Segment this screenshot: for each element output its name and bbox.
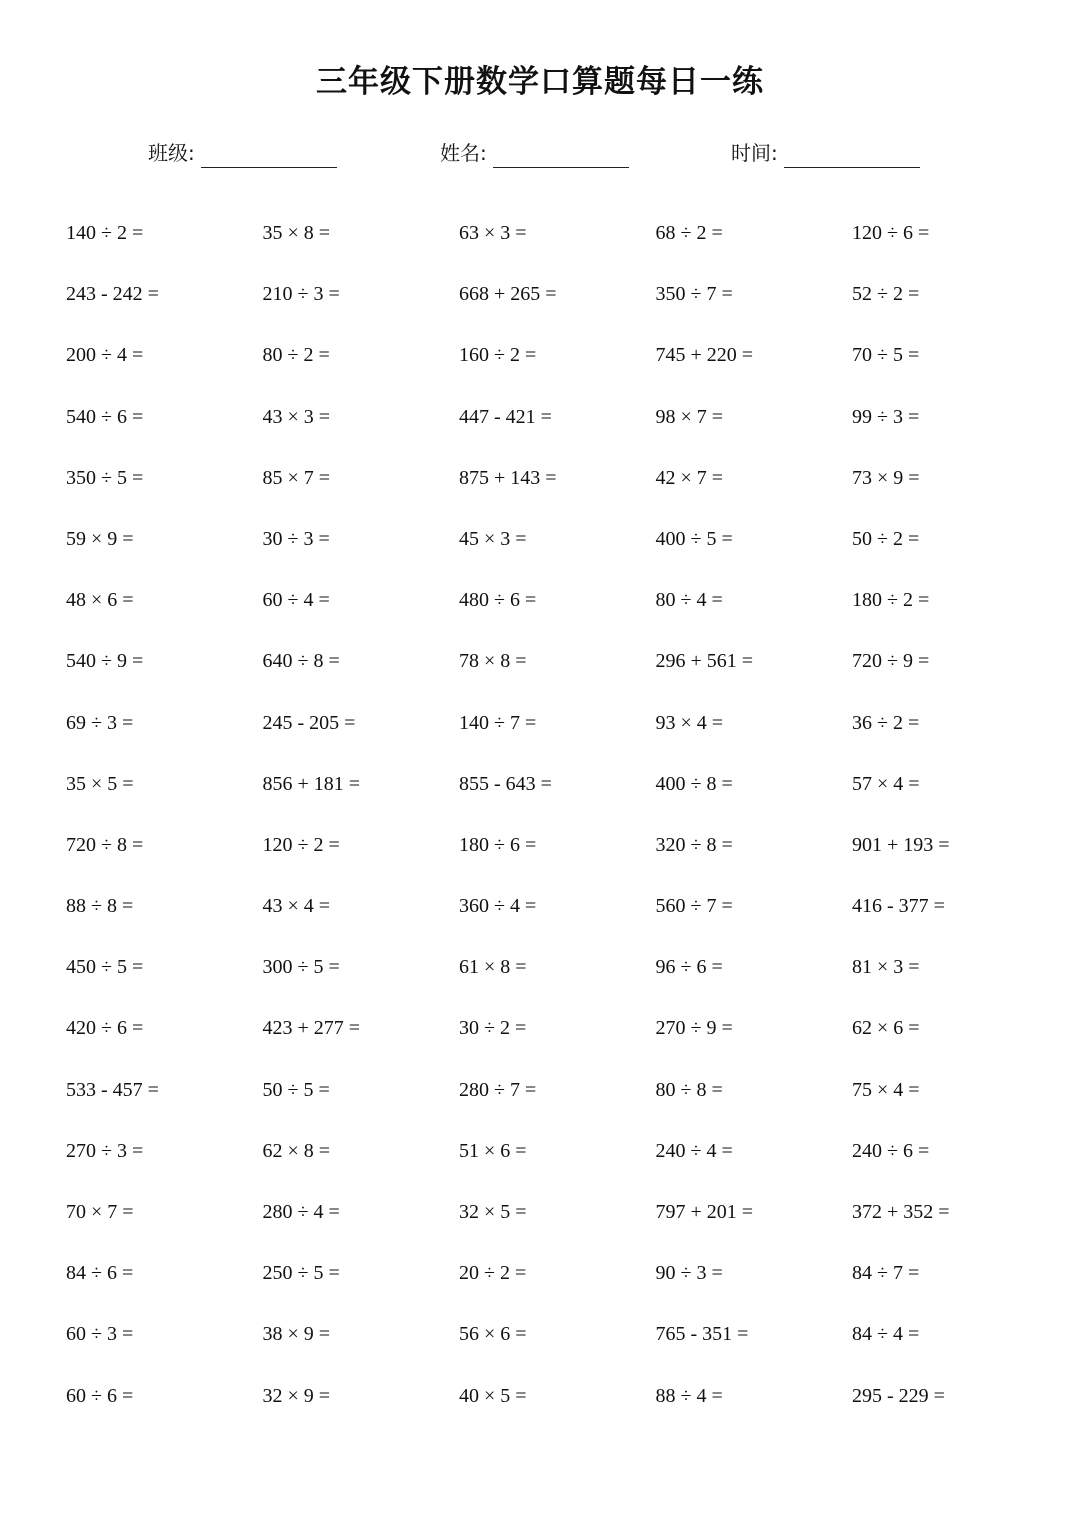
problem-item: 57 × 4 = <box>852 772 920 795</box>
problem-item: 270 ÷ 9 = <box>655 1017 733 1040</box>
problem-item: 32 × 5 = <box>459 1201 527 1223</box>
problem-item: 416 - 377 = <box>852 895 945 918</box>
time-label: 时间: <box>731 141 778 165</box>
problem-item: 280 ÷ 4 = <box>262 1201 340 1223</box>
problem-item: 240 ÷ 4 = <box>655 1139 733 1162</box>
problem-item: 32 × 9 = <box>262 1384 331 1407</box>
problem-item: 84 ÷ 6 = <box>66 1262 134 1285</box>
problem-item: 51 × 6 = <box>459 1139 527 1162</box>
problem-item: 320 ÷ 8 = <box>655 833 733 856</box>
problem-item: 745 + 220 = <box>655 344 754 367</box>
problem-item: 78 × 8 = <box>459 650 527 673</box>
problem-grid <box>66 211 1050 1435</box>
problem-item: 295 - 229 = <box>852 1384 945 1407</box>
problem-item: 99 ÷ 3 = <box>852 405 920 428</box>
problem-item: 43 × 4 = <box>262 895 331 918</box>
problem-item: 62 × 6 = <box>852 1017 920 1040</box>
problem-item: 540 ÷ 6 = <box>66 405 144 428</box>
problem-item: 43 × 3 = <box>262 405 331 428</box>
problem-item: 35 × 5 = <box>66 772 134 795</box>
problem-item: 855 - 643 = <box>459 772 552 795</box>
problem-item: 400 ÷ 5 = <box>655 527 733 550</box>
problem-item: 300 ÷ 5 = <box>262 956 340 979</box>
problem-item: 84 ÷ 4 = <box>852 1323 920 1346</box>
problem-item: 88 ÷ 8 = <box>66 895 134 918</box>
problem-item: 52 ÷ 2 = <box>852 283 920 306</box>
problem-item: 73 × 9 = <box>852 466 920 489</box>
problem-item: 210 ÷ 3 = <box>262 283 340 306</box>
problem-item: 56 × 6 = <box>459 1323 527 1346</box>
time-field <box>731 132 920 168</box>
problem-item: 80 ÷ 8 = <box>655 1078 723 1101</box>
problem-item: 48 × 6 = <box>66 589 134 612</box>
problem-item: 50 ÷ 2 = <box>852 527 920 550</box>
problem-item: 61 × 8 = <box>459 956 527 979</box>
problem-item: 140 ÷ 7 = <box>459 711 537 734</box>
problem-item: 200 ÷ 4 = <box>66 344 144 367</box>
class-label: 班级: <box>148 141 195 165</box>
problem-item: 797 + 201 = <box>655 1201 754 1223</box>
problem-item: 450 ÷ 5 = <box>66 956 144 979</box>
problem-item: 240 ÷ 6 = <box>852 1139 930 1162</box>
problem-item: 70 ÷ 5 = <box>852 344 920 367</box>
problem-item: 250 ÷ 5 = <box>262 1262 340 1285</box>
problem-item: 720 ÷ 8 = <box>66 833 144 856</box>
class-input-line[interactable] <box>201 137 337 168</box>
page-title: 三年级下册数学口算题每日一练 <box>316 64 764 100</box>
problem-item: 60 ÷ 4 = <box>262 589 330 612</box>
problem-item: 640 ÷ 8 = <box>262 650 340 673</box>
problem-item: 70 × 7 = <box>66 1201 134 1223</box>
problem-item: 423 + 277 = <box>262 1017 361 1040</box>
problem-item: 533 - 457 = <box>66 1078 159 1101</box>
problem-item: 50 ÷ 5 = <box>262 1078 330 1101</box>
problem-item: 98 × 7 = <box>655 405 724 428</box>
problem-item: 36 ÷ 2 = <box>852 711 920 734</box>
problem-item: 765 - 351 = <box>655 1323 749 1346</box>
problem-item: 296 + 561 = <box>655 650 754 673</box>
name-label: 姓名: <box>440 141 487 165</box>
problem-item: 350 ÷ 5 = <box>66 466 144 489</box>
problem-item: 85 × 7 = <box>262 466 331 489</box>
problem-item: 88 ÷ 4 = <box>655 1384 723 1407</box>
problem-item: 63 × 3 = <box>459 222 527 244</box>
problem-item: 80 ÷ 2 = <box>262 344 330 367</box>
problem-item: 59 × 9 = <box>66 527 134 550</box>
problem-item: 45 × 3 = <box>459 527 527 550</box>
problem-item: 243 - 242 = <box>66 283 159 306</box>
problem-item: 540 ÷ 9 = <box>66 650 144 673</box>
problem-item: 420 ÷ 6 = <box>66 1017 144 1040</box>
problem-item: 856 + 181 = <box>262 772 361 795</box>
problem-item: 360 ÷ 4 = <box>459 895 537 918</box>
problem-item: 180 ÷ 2 = <box>852 589 930 612</box>
problem-item: 81 × 3 = <box>852 956 920 979</box>
problem-item: 140 ÷ 2 = <box>66 222 144 244</box>
problem-item: 30 ÷ 2 = <box>459 1017 527 1040</box>
problem-item: 245 - 205 = <box>262 711 356 734</box>
time-input-line[interactable] <box>784 137 920 168</box>
problem-item: 875 + 143 = <box>459 466 557 489</box>
problem-item: 180 ÷ 6 = <box>459 833 537 856</box>
problem-item: 93 × 4 = <box>655 711 724 734</box>
problem-item: 20 ÷ 2 = <box>459 1262 527 1285</box>
problem-item: 40 × 5 = <box>459 1384 527 1407</box>
problem-item: 560 ÷ 7 = <box>655 895 733 918</box>
problem-item: 35 × 8 = <box>262 222 331 244</box>
problem-item: 68 ÷ 2 = <box>655 222 723 244</box>
name-field <box>440 132 629 168</box>
problem-item: 120 ÷ 6 = <box>852 222 930 244</box>
problem-item: 62 × 8 = <box>262 1139 331 1162</box>
problem-item: 120 ÷ 2 = <box>262 833 340 856</box>
problem-item: 280 ÷ 7 = <box>459 1078 537 1101</box>
problem-item: 901 + 193 = <box>852 833 950 856</box>
problem-item: 30 ÷ 3 = <box>262 527 330 550</box>
problem-item: 38 × 9 = <box>262 1323 331 1346</box>
problem-item: 350 ÷ 7 = <box>655 283 733 306</box>
problem-item: 668 + 265 = <box>459 283 557 306</box>
problem-item: 720 ÷ 9 = <box>852 650 930 673</box>
problem-item: 400 ÷ 8 = <box>655 772 733 795</box>
name-input-line[interactable] <box>493 137 629 168</box>
problem-item: 42 × 7 = <box>655 466 724 489</box>
problem-item: 480 ÷ 6 = <box>459 589 537 612</box>
problem-item: 60 ÷ 3 = <box>66 1323 134 1346</box>
problem-item: 75 × 4 = <box>852 1078 920 1101</box>
problem-item: 96 ÷ 6 = <box>655 956 723 979</box>
problem-item: 447 - 421 = <box>459 405 552 428</box>
problem-item: 372 + 352 = <box>852 1201 950 1223</box>
problem-item: 84 ÷ 7 = <box>852 1262 920 1285</box>
problem-item: 270 ÷ 3 = <box>66 1139 144 1162</box>
problem-item: 90 ÷ 3 = <box>655 1262 723 1285</box>
problem-item: 69 ÷ 3 = <box>66 711 134 734</box>
problem-item: 80 ÷ 4 = <box>655 589 723 612</box>
class-field <box>148 132 337 168</box>
problem-item: 160 ÷ 2 = <box>459 344 537 367</box>
problem-item: 60 ÷ 6 = <box>66 1384 134 1407</box>
